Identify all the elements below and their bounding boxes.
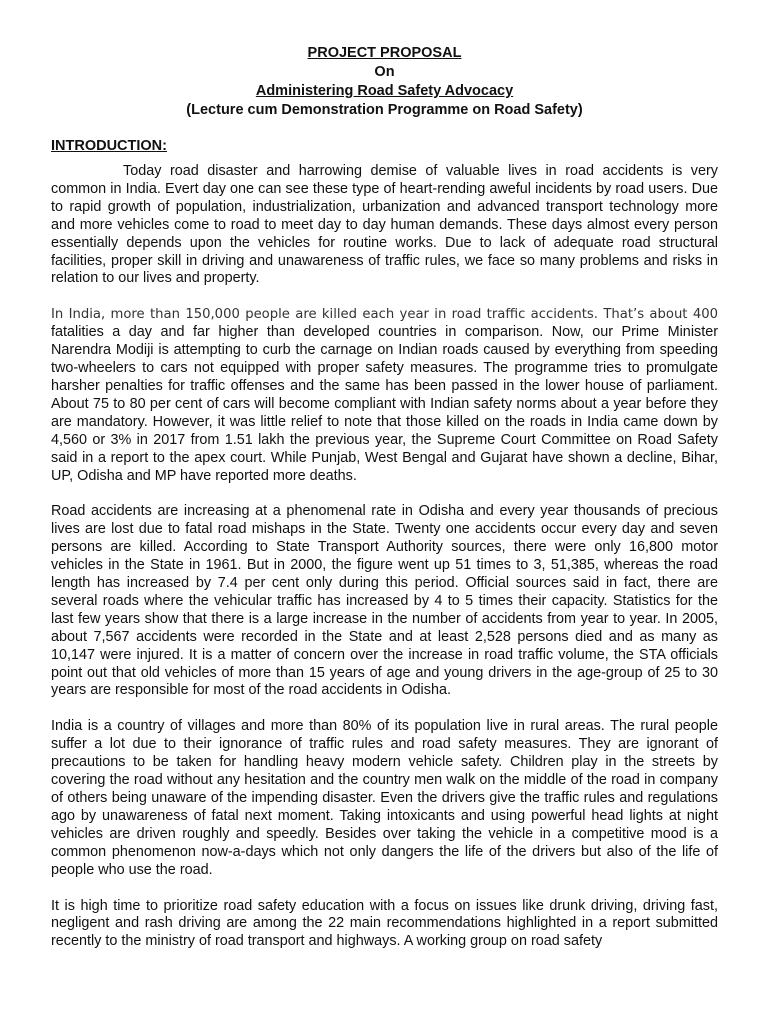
paragraph-1: Today road disaster and harrowing demise of valuable lives in road accidents is very common in India. Evert day one can see these type of heart-rending aweful incidents by road users. Due to rapid growth of population, industrialization, urbanization and advanced transport technology more and more vehicles come to road to meet day to day human demands. These days almost every person essentially depends upon the vehicles for routine works. Due to lack of adequate road structural facilities, proper skill in driving and unawareness of traffic rules, we face so many problems and risks in relation to our lives and property. [51, 163, 718, 287]
proposal-title: PROJECT PROPOSAL [307, 45, 462, 61]
programme-text: Lecture cum Demonstration Programme on Road Safety) [191, 102, 583, 118]
paragraph-4: India is a country of villages and more than 80% of its population live in rural areas. The rural people suffer a lot due to their ignorance of traffic rules and road safety measures. They are ignorant of precautions to be taken for handling heavy modern vehicle safety. Children play in the streets by covering the road without any hesitation and the country men walk on the middle of the road in company of others being unaware of the impending disaster. Even the drivers give the traffic rules and regulations ago by unawareness of fatal next moment. Taking intoxicants and using powerful head lights at night vehicles are driven roughly and speedly. Besides over taking the vehicle in a competitive mood is a common phenomenon now-a-days which not only dangers the life of the drivers but also of the life of people who use the road. [51, 718, 718, 878]
document-header [51, 44, 718, 120]
paragraph-5: It is high time to prioritize road safety education with a focus on issues like drunk driving, driving fast, negligent and rash driving are among the 22 main recommendations highlighted in a report submitted recently to the ministry of road transport and highways. A working group on road safety [51, 897, 718, 950]
proposal-programme [51, 101, 718, 120]
programme-open-paren: ( [186, 102, 192, 118]
paragraph-2-rest: fatalities a day and far higher than developed countries in comparison. Now, our Prime Minister Narendra Modiji is attempting to curb the carnage on Indian roads caused by everything from speeding two-wheelers to cars not equipped with proper safety measures. The programme tries to promulgate harsher penalties for traffic offenses and the same has been passed in the lower house of parliament. About 75 to 80 per cent of cars will become compliant with Indian safety norms about a year before they are mandatory. However, it was little relief to note that those killed on the roads in India came down by 4,560 or 3% in 2017 from 1.51 lakh the previous year, the Supreme Court Committee on Road Safety said in a report to the apex court. While Punjab, West Bengal and Gujarat have shown a decline, Bihar, UP, Odisha and MP have reported more deaths. [51, 324, 718, 484]
paragraph-3: Road accidents are increasing at a phenomenal rate in Odisha and every year thousands of precious lives are lost due to fatal road mishaps in the State. Twenty one accidents occur every day and seven persons are killed. According to State Transport Authority sources, there were only 16,800 motor vehicles in the State in 1961. But in 2000, the figure went up 51 times to 3, 51,385, whereas the road length has increased by 7.4 per cent only during this period. Official sources said in fact, there are several roads where the vehicular traffic has increased by 4 to 5 times their capacity. Statistics for the last few years show that there is a large increase in the number of accidents from year to year. In 2005, about 7,567 accidents were recorded in the State and at least 2,528 persons died and as many as 10,147 were injured. It is a matter of concern over the increase in road traffic volume, the STA officials point out that old vehicles of more than 15 years of age and young drivers in the age-group of 25 to 30 years are responsible for most of the road accidents in Odisha. [51, 503, 718, 699]
proposal-subject: Administering Road Safety Advocacy [255, 83, 514, 99]
paragraph-2-lead: In India, more than 150,000 people are killed each year in road traffic accidents. That’s about 400 [51, 307, 718, 323]
proposal-on: On [374, 64, 395, 80]
paragraph-2 [51, 306, 718, 485]
introduction-heading: INTRODUCTION: [51, 138, 167, 154]
